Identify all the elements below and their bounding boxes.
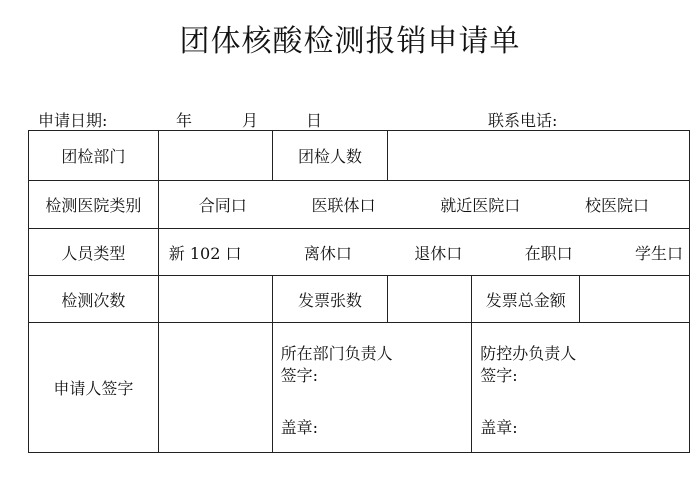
- hospital-options: [158, 181, 689, 229]
- invoice-count-field[interactable]: [388, 276, 472, 323]
- person-label: 人员类型: [29, 229, 159, 276]
- dept-head-seal: 盖章:: [280, 418, 318, 437]
- invoice-total-label: 发票总金额: [472, 276, 580, 323]
- applicant-sign-label: 申请人签字: [29, 323, 159, 453]
- date-label: 申请日期:: [38, 111, 108, 130]
- person-options: [158, 229, 689, 276]
- dept-label: 团检部门: [29, 131, 159, 181]
- dept-field[interactable]: [158, 131, 272, 181]
- test-count-field[interactable]: [158, 276, 272, 323]
- office-head-sign-cell[interactable]: [472, 323, 690, 453]
- person-option[interactable]: 在职口: [524, 243, 573, 263]
- month-label: 月: [242, 111, 259, 130]
- hospital-option[interactable]: 就近医院口: [440, 196, 521, 215]
- count-field[interactable]: [388, 131, 690, 181]
- hospital-option[interactable]: 校医院口: [584, 196, 649, 215]
- person-option[interactable]: 退休口: [414, 243, 463, 263]
- day-label: 日: [306, 111, 323, 130]
- office-head-title: 防控办负责人: [480, 344, 577, 363]
- application-form-table: [28, 130, 690, 453]
- page-title: 团体核酸检测报销申请单: [179, 24, 521, 59]
- hospital-option[interactable]: 医联体口: [311, 196, 376, 215]
- applicant-sign-field[interactable]: [158, 323, 272, 453]
- dept-head-sign: 签字:: [280, 366, 318, 385]
- dept-head-title: 所在部门负责人: [280, 344, 393, 363]
- invoice-count-label: 发票张数: [272, 276, 388, 323]
- test-count-label: 检测次数: [29, 276, 159, 323]
- office-head-sign: 签字:: [480, 366, 518, 385]
- count-label: 团检人数: [272, 131, 388, 181]
- person-option[interactable]: 新 102 口: [168, 243, 242, 263]
- hospital-label: 检测医院类别: [29, 181, 159, 229]
- office-head-seal: 盖章:: [480, 418, 518, 437]
- person-option[interactable]: 离休口: [303, 243, 352, 263]
- dept-head-sign-cell[interactable]: [272, 323, 472, 453]
- year-label: 年: [176, 111, 193, 130]
- hospital-option[interactable]: 合同口: [198, 196, 247, 215]
- person-option[interactable]: 学生口: [634, 243, 683, 263]
- invoice-total-field[interactable]: [580, 276, 690, 323]
- phone-label: 联系电话:: [488, 111, 558, 130]
